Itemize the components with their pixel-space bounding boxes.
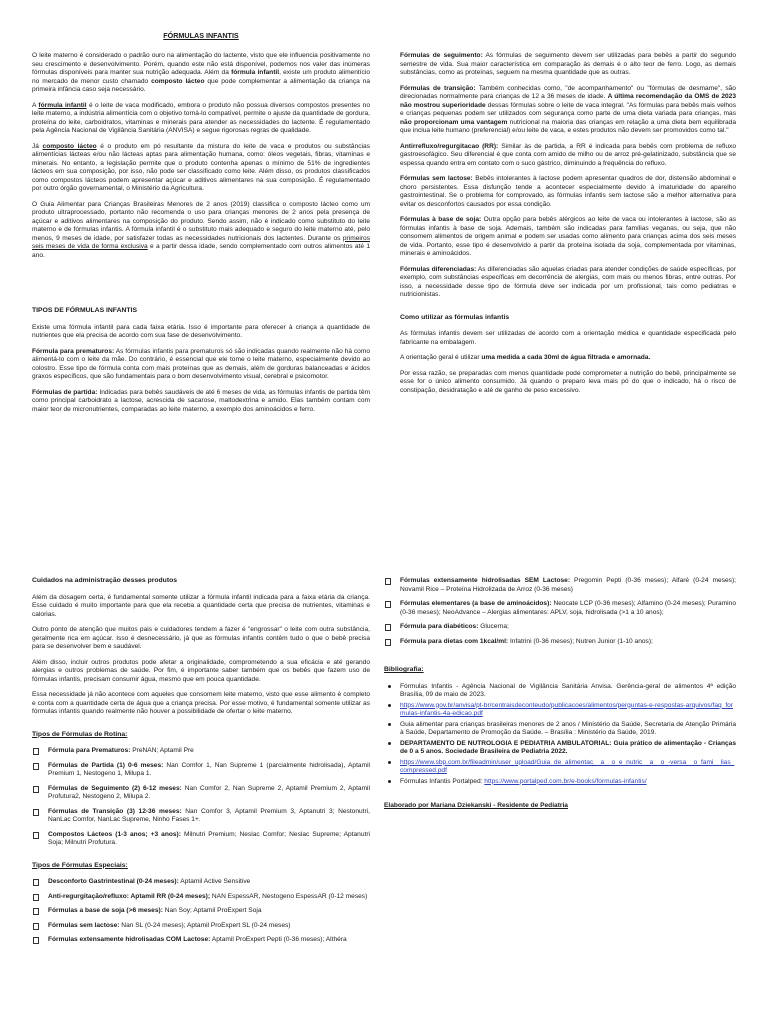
text-run: Nan Soy; Aptamil ProExpert Soja bbox=[162, 907, 262, 914]
paragraph bbox=[400, 330, 736, 347]
text-run: Bebês intolerantes à lactose podem apresentar quadros de dor, distensão abdominal e choro persistentes. Essa disfunção tende a acontecer especialmente devido à imaturidade do aparelho gastrointestinal. Se o problema for comprovado, as fórmulas infantis sem lactose são a melhor alternativa para evitar os desconfortos causados por essa condição. bbox=[400, 175, 736, 208]
list-item bbox=[32, 907, 370, 916]
text-run: Aptamil Active Sensitive bbox=[178, 878, 251, 885]
text-run: Já bbox=[32, 142, 43, 150]
text-run: Aptamil ProExpert Pepti (0-36 meses); Althéra bbox=[210, 936, 347, 943]
text-run: não proporcionam uma vantagem bbox=[400, 118, 508, 126]
text-run: Anti-regurgitação/refluxo: Aptamil RR (0-24 meses); bbox=[48, 892, 211, 900]
text-run: A orientação geral é utilizar bbox=[400, 354, 482, 361]
paragraph bbox=[32, 102, 370, 136]
text-run: Outro ponto de atenção que muitos pais e cuidadores tendem a fazer é "engrossar" o leite com outra substância, geralmente rica em açúcar. Isso é desnecessário, já que as fórmulas infantis contêm tudo o que o bebê precisa para se desenvolver bem e saudável. bbox=[32, 626, 370, 650]
paragraph bbox=[400, 143, 736, 169]
text-run: Fórmulas sem lactose: bbox=[400, 175, 473, 182]
author-credit: Elaborado por Mariana Dziekanski - Residente de Pediatria bbox=[384, 802, 568, 809]
text-run: Fórmulas extensamente hidrolisadas COM Lactose: bbox=[48, 936, 211, 943]
text-run: dessas fórmulas sobre o leite de vaca integral. "As fórmulas para bebês mais velhos e crianças pequenas podem ser utilizados com segurança como parte de uma dieta variada para crianças, mas bbox=[400, 101, 737, 117]
text-run: composto lácteo bbox=[151, 77, 205, 85]
text-run: Antirrefluxo/regurgitacao (RR): bbox=[400, 142, 499, 150]
text-run: Por essa razão, se preparadas com menos quantidade pode comprometer a nutrição do bebê, principalmente se esse for o único alimento consumido. Já quando o preparo leva mais pó do que o indicado, há o risco de constipação, desidratação e até de ganho de peso excessivo. bbox=[400, 369, 736, 394]
list-item bbox=[32, 762, 370, 779]
list-item bbox=[32, 808, 370, 825]
paragraph bbox=[32, 659, 370, 685]
paragraph bbox=[32, 691, 370, 717]
page1-left-column bbox=[32, 52, 370, 421]
text-run: NAN EspessAR, Nestogeno EspessAR (0-12 meses) bbox=[210, 892, 368, 900]
paragraph bbox=[32, 52, 370, 95]
text-run: Fórmula para dietas com 1kcal/ml: bbox=[400, 637, 509, 645]
text-run: , existe um produto alimentício no mercado de menor custo chamado bbox=[32, 69, 370, 85]
text-run: Fórmulas de seguimento: bbox=[400, 52, 483, 59]
text-run: nutricional na maioria das crianças em relação a uma dieta bem equilibrada que inclua leite humano (preferencial) e/ou leite de vaca, e estes produtos não devem ser promovidos como tal." bbox=[400, 118, 736, 134]
text-run: fórmula infantil bbox=[231, 69, 280, 76]
text-run: Essa necessidade já não acontece com aqueles que consomem leite materno, visto que esse alimento é completo e conta com a quantidade certa de água que a criança precisa. Por esse motivo, é fundamental somente utilizar as fórmulas infantis quando realmente não houver a possibilidade de ofertar o leite materno. bbox=[32, 691, 370, 715]
text-run: Fórmulas de Seguimento (2) 6-12 meses: bbox=[48, 784, 182, 792]
text-run: Fórmulas à base de soja: bbox=[400, 216, 482, 223]
text-run: Além disso, incluir outros produtos pode afetar a originalidade, comprometendo a sua eficácia e até gerando alergias e outros problemas de saúde. Por fim, é importante saber também que os bebês que fazem uso de fórmulas infantis, precisam consumir água, mesmo que em pouca quantidade. bbox=[32, 658, 370, 683]
list-item bbox=[32, 785, 370, 802]
text-run: Infatrini (0-36 meses); Nutren Junior (1-10 anos); bbox=[508, 637, 653, 645]
text-run: O Guia Alimentar para Crianças Brasileiras Menores de 2 anos (2019) classifica o composto lácteo como um produto ultraprocessado, portanto não recomenda o uso para crianças menores de 2 anos pela presença de açúcar e aditivos alimentares na composição do produto. Sendo assim, não é indicado como substituto do leite materno e de fórmulas infantis. A fórmula infantil é o substituto mais adequado e seguro do leite materno até, pelo menos, 9 meses de idade, por satisfazer todas as necessidades nutricionais dos lactentes. Durante os bbox=[32, 200, 370, 242]
paragraph bbox=[32, 348, 370, 382]
text-run: Fórmulas a base de soja (>6 meses): bbox=[48, 907, 163, 914]
paragraph bbox=[400, 175, 736, 209]
list-item bbox=[32, 831, 370, 848]
paragraph bbox=[32, 143, 370, 194]
text-run: Indicadas para bebês saudáveis de até 6 meses de vida, as fórmulas infantis de partida têm como principal carboidrato a lactose, acrescida de sacarose, maltodextrina e amido. Elas também contam com maior teor de micronutrientes, comparadas ao leite materno, a exemplo dos aminoácidos e ferro. bbox=[32, 388, 371, 413]
text-run: As diferenciadas são aquelas criadas para atender condições de saúde específicas, por exemplo, com substâncias específicas em decorrência de alergias, com mais ou menos fibras, entre outras. Por isso, a necessidade desse tipo de fórmula deve ser indicada por um profissional, tais como pediatras e nutricionistas. bbox=[400, 265, 737, 298]
text-run: DEPARTAMENTO DE NUTROLOGIA E PEDIATRIA AMBULATORIAL: Guia prático de alimentação - Crianças de 0 a 5 anos. Sociedade Brasileira de Pediatria 2022. bbox=[400, 739, 736, 755]
text-run: é o produto em pó resultante da mistura do leite de vaca e produtos ou substâncias alimentícias lácteas e/ou não lácteas aptas para alimentação humana, como: óleos vegetais, fibras, vitaminas e minerais. No entanto, a legislação permite que o produto contenha apenas o mínimo de 51% de ingredientes lácteos em sua composição, por isso, não pode ser classificado como leite. Além disso, os produtos classificados como compostos lácteos podem apresentar açúcar e aditivos alimentares na sua composição. É regulamentado por outro órgão governamental, o Ministério da Agricultura. bbox=[32, 142, 370, 192]
list-item bbox=[384, 702, 736, 719]
text-run: Compostos Lácteos (1-3 anos; +3 anos): bbox=[48, 830, 181, 838]
bibliography-heading: Bibliografia: bbox=[384, 666, 424, 673]
text-run: Neocate LCP (0-36 meses); Alfamino (0-24 meses); Puramino (0-36 meses); NeoAdvance – Alergias alimentares: APLV, soja, hidrolisada (>1 a 10 anos); bbox=[400, 600, 736, 616]
list-item bbox=[32, 878, 370, 887]
text-run: Similar às de partida, a RR é indicada para bebês com problema de refluxo gastroesofágico. Seu diferencial é que conta com amido de milho ou de arroz pré-gelatinizado, substância que se espessa quando entra em contato com o suco gástrico, diminuindo a frequência do refluxo. bbox=[400, 142, 736, 167]
text-run: As fórmulas de seguimento devem ser utilizadas para bebês a partir do segundo semestre de vida. Sua maior característica em comparação às demais é o alto teor de ferro. Logo, as demais substâncias, como as proteínas, seguem na mesma quantidade que as outras. bbox=[400, 52, 736, 76]
list-item bbox=[32, 747, 370, 756]
paragraph bbox=[32, 201, 370, 261]
list-item bbox=[32, 893, 370, 902]
reference-link[interactable]: https://www.portalped.com.br/e-books/formulas-infantis/ bbox=[484, 777, 647, 785]
paragraph bbox=[400, 370, 736, 396]
text-run: Fórmulas de Partida (1) 0-6 meses: bbox=[48, 761, 164, 769]
paragraph bbox=[400, 85, 736, 136]
page2-right-column bbox=[384, 577, 736, 811]
reference-link[interactable]: https://www.gov.br/anvisa/pt-br/centraisdeconteudo/publicacoes/alimentos/perguntas-e-respostas-arquivos/faq_formulas-infantis-4a-edicao.pdf bbox=[400, 701, 734, 717]
text-run: Nan SL (0-24 meses); Aptamil ProExpert SL (0-24 meses) bbox=[119, 921, 291, 929]
text-run: As fórmulas infantis para prematuros só são indicadas quando realmente não há como alimentá-lo com o leite da mãe. Do contrário, é essencial que ele tome o leite materno, especialmente devido ao colostro. Esse tipo de fórmula conta com mais proteínas que as demais, além de gorduras balanceadas e ácidos graxos específicos, que são fundamentais para o bom desenvolvimento visual, cerebral e psicomotor. bbox=[32, 347, 370, 380]
list-item bbox=[384, 577, 736, 594]
text-run: é o leite de vaca modificado, embora o produto não possua diversos compostos presentes no leite materno, a indústria alimentícia com o objetivo torná-lo compatível, permite o ajuste da quantidade de gordura, proteína do leite, carboidratos, vitaminas e minerais para atender as necessidades do lactente. É regulamentado pela Agência Nacional de Vigilância Sanitária (ANVISA) e segue rigorosas regras de qualidade. bbox=[32, 101, 370, 134]
text-run: que pode complementar a alimentação da criança na primeira infância caso seja necessário. bbox=[32, 77, 371, 93]
text-run: A última recomendação da OMS de 2023 não mostrou superioridade bbox=[400, 93, 737, 109]
text-run: Nan Comfor 1, Nan Supreme 1 (parcialmente hidrolisada), Aptamil Premium 1, Nestogeno 1, Milupa 1. bbox=[48, 761, 370, 777]
text-run: Fórmulas de transição: bbox=[400, 84, 476, 92]
routine-list bbox=[32, 747, 370, 848]
formula-types-section bbox=[400, 52, 736, 300]
intro-section bbox=[32, 52, 370, 260]
text-run: Fórmulas Infantis Portalped: bbox=[400, 777, 485, 785]
document-title: FÓRMULAS INFANTIS bbox=[163, 31, 239, 40]
text-run: Fórmulas diferenciadas: bbox=[400, 265, 477, 273]
list-item bbox=[384, 638, 736, 647]
care-section bbox=[32, 594, 370, 717]
text-run: Fórmulas de Transição (3) 12-36 meses: bbox=[48, 807, 182, 815]
paragraph bbox=[400, 216, 736, 259]
text-run: Fórmula para prematuros: bbox=[32, 347, 115, 355]
text-run: fórmula infantil bbox=[38, 101, 87, 109]
reference-link[interactable]: https://www.sbp.com.br/fileadmin/user_upload/Guia_de_alimentac__a__o_e_nutric__a__o_-versa__o_fami__lias_compressed.pdf bbox=[400, 758, 735, 774]
text-run: primeiros seis meses de vida de forma exclusiva bbox=[32, 234, 370, 250]
text-run: A bbox=[32, 101, 39, 109]
text-run: Desconforto Gastrintestinal (0-24 meses): bbox=[48, 878, 179, 885]
how-to-use-section bbox=[400, 330, 736, 395]
text-run: Nan Comfor 2, Nan Supreme 2, Aptamil Premium 2, Aptamil Profutura2, Nestogeno 2, Milupa 2. bbox=[48, 784, 370, 800]
list-item bbox=[384, 778, 736, 787]
care-heading: Cuidados na administração desses produtos bbox=[32, 577, 178, 584]
paragraph bbox=[32, 389, 370, 415]
text-run: Existe uma fórmula infantil para cada faixa etária. Isso é importante para oferecer à criança a quantidade de nutrientes que ela precisa de acordo com sua fase de desenvolvimento. bbox=[32, 323, 370, 339]
paragraph bbox=[32, 594, 370, 620]
list-item bbox=[32, 922, 370, 931]
list-item bbox=[384, 740, 736, 757]
section-spacer bbox=[32, 267, 370, 293]
page2-left-column bbox=[32, 577, 370, 951]
text-run: Nan Comfor 3, Aptamil Premium 3, Aptanutri 3; Nestonutri, NanLac Comfor, NanLac Supreme, Ninho Fases 1+. bbox=[48, 807, 371, 823]
bibliography-list bbox=[384, 683, 736, 787]
list-item bbox=[384, 721, 736, 738]
text-run: Além da dosagem certa, é fundamental somente utilizar a fórmula infantil indicada para a faixa etária da criança. Esse cuidado é muito importante para que ela receba a quantidade certa que precisa de nutrientes, vitaminas e calorias. bbox=[32, 593, 370, 618]
text-run: Fórmulas Infantis - Agência Nacional de Vigilância Sanitária Anvisa. Gerência-geral de alimentos 4ª edição Brasília, 09 de maio de 2023. bbox=[400, 682, 736, 698]
text-run: Pregomin Pepti (0-36 meses); Alfaré (0-24 meses); Novamil Rice – Proteína Hidrolizada de Arroz (0-36 meses) bbox=[400, 577, 736, 593]
text-run: PreNAN; Aptamil Pre bbox=[130, 747, 194, 754]
types-section bbox=[32, 324, 370, 415]
special-list-continued bbox=[384, 577, 736, 646]
text-run: Outra opção para bebês alérgicos ao leite de vaca ou intolerantes à lactose, são as fórmulas infantis à base de soja. Ademais, também são indicadas para famílias veganas, ou seja, que não consomem alimentos de origem animal e podem ser usadas como alimento para crianças acima dos seis meses de vida. Portanto, esse tipo é desenvolvido a partir da proteína isolada da soja, complementada por vitaminas, minerais e aminoácidos. bbox=[400, 216, 736, 257]
paragraph bbox=[400, 52, 736, 78]
text-run: uma medida a cada 30ml de água filtrada e amornada. bbox=[481, 354, 651, 361]
document-page-2 bbox=[0, 560, 768, 1024]
text-run: Fórmula para Prematuros: bbox=[48, 747, 131, 754]
text-run: Guia alimentar para crianças brasileiras menores de 2 anos / Ministério da Saúde, Secretaria de Atenção Primária à Saúde, Departamento de Promoção da Saúde. – Brasília : Ministério da Saúde, 2019. bbox=[400, 720, 736, 736]
list-item bbox=[32, 936, 370, 945]
text-run: Fórmula para diabéticos: bbox=[400, 623, 479, 630]
text-run: e a partir dessa idade, sendo complementado com outros alimentos até 1 ano. bbox=[32, 243, 370, 259]
text-run: Fórmulas de partida: bbox=[32, 388, 98, 396]
paragraph bbox=[400, 266, 736, 300]
text-run: Glucerna; bbox=[478, 623, 509, 630]
how-to-use-heading: Como utilizar as fórmulas infantis bbox=[400, 313, 510, 321]
special-heading: Tipos de Fórmulas Especiais: bbox=[32, 861, 128, 869]
text-run: O leite materno é considerado o padrão ouro na alimentação do lactente, visto que ele influencia positivamente no seu crescimento e desenvolvimento. Porém, quando este não está disponível, podemos nos valer das inúmeras fórmulas disponíveis para manter sua nutrição adequada. Além da bbox=[32, 52, 370, 76]
paragraph bbox=[32, 324, 370, 341]
text-run: composto lácteo bbox=[42, 142, 97, 150]
text-run: As fórmulas infantis devem ser utilizadas de acordo com a orientação médica e quantidade especificada pelo fabricante na embalagem. bbox=[400, 330, 736, 346]
list-item bbox=[384, 623, 736, 632]
text-run: Fórmulas elementares (a base de aminoácidos): bbox=[400, 600, 552, 607]
page1-right-column bbox=[400, 52, 736, 402]
paragraph bbox=[400, 354, 736, 363]
routine-heading: Tipos de Fórmulas de Rotina: bbox=[32, 730, 128, 738]
text-run: Fórmulas sem lactose: bbox=[48, 921, 120, 929]
list-item bbox=[384, 600, 736, 617]
list-item bbox=[384, 759, 736, 776]
text-run: Fórmulas extensamente hidrolisadas SEM Lactose: bbox=[400, 577, 571, 584]
text-run: Também conhecidas como, "de acompanhamento" ou "fórmulas de desmame", são direcionadas normalmente para crianças de 12 a 36 meses de idade. bbox=[400, 84, 736, 100]
types-heading: TIPOS DE FÓRMULAS INFANTIS bbox=[32, 307, 137, 314]
paragraph bbox=[32, 626, 370, 652]
list-item bbox=[384, 683, 736, 700]
special-list bbox=[32, 878, 370, 945]
text-run: Milnutri Premium; Neslac Comfor; Neslac Supreme; Aptanutri Soja; Milnutri Profutura. bbox=[48, 830, 370, 846]
